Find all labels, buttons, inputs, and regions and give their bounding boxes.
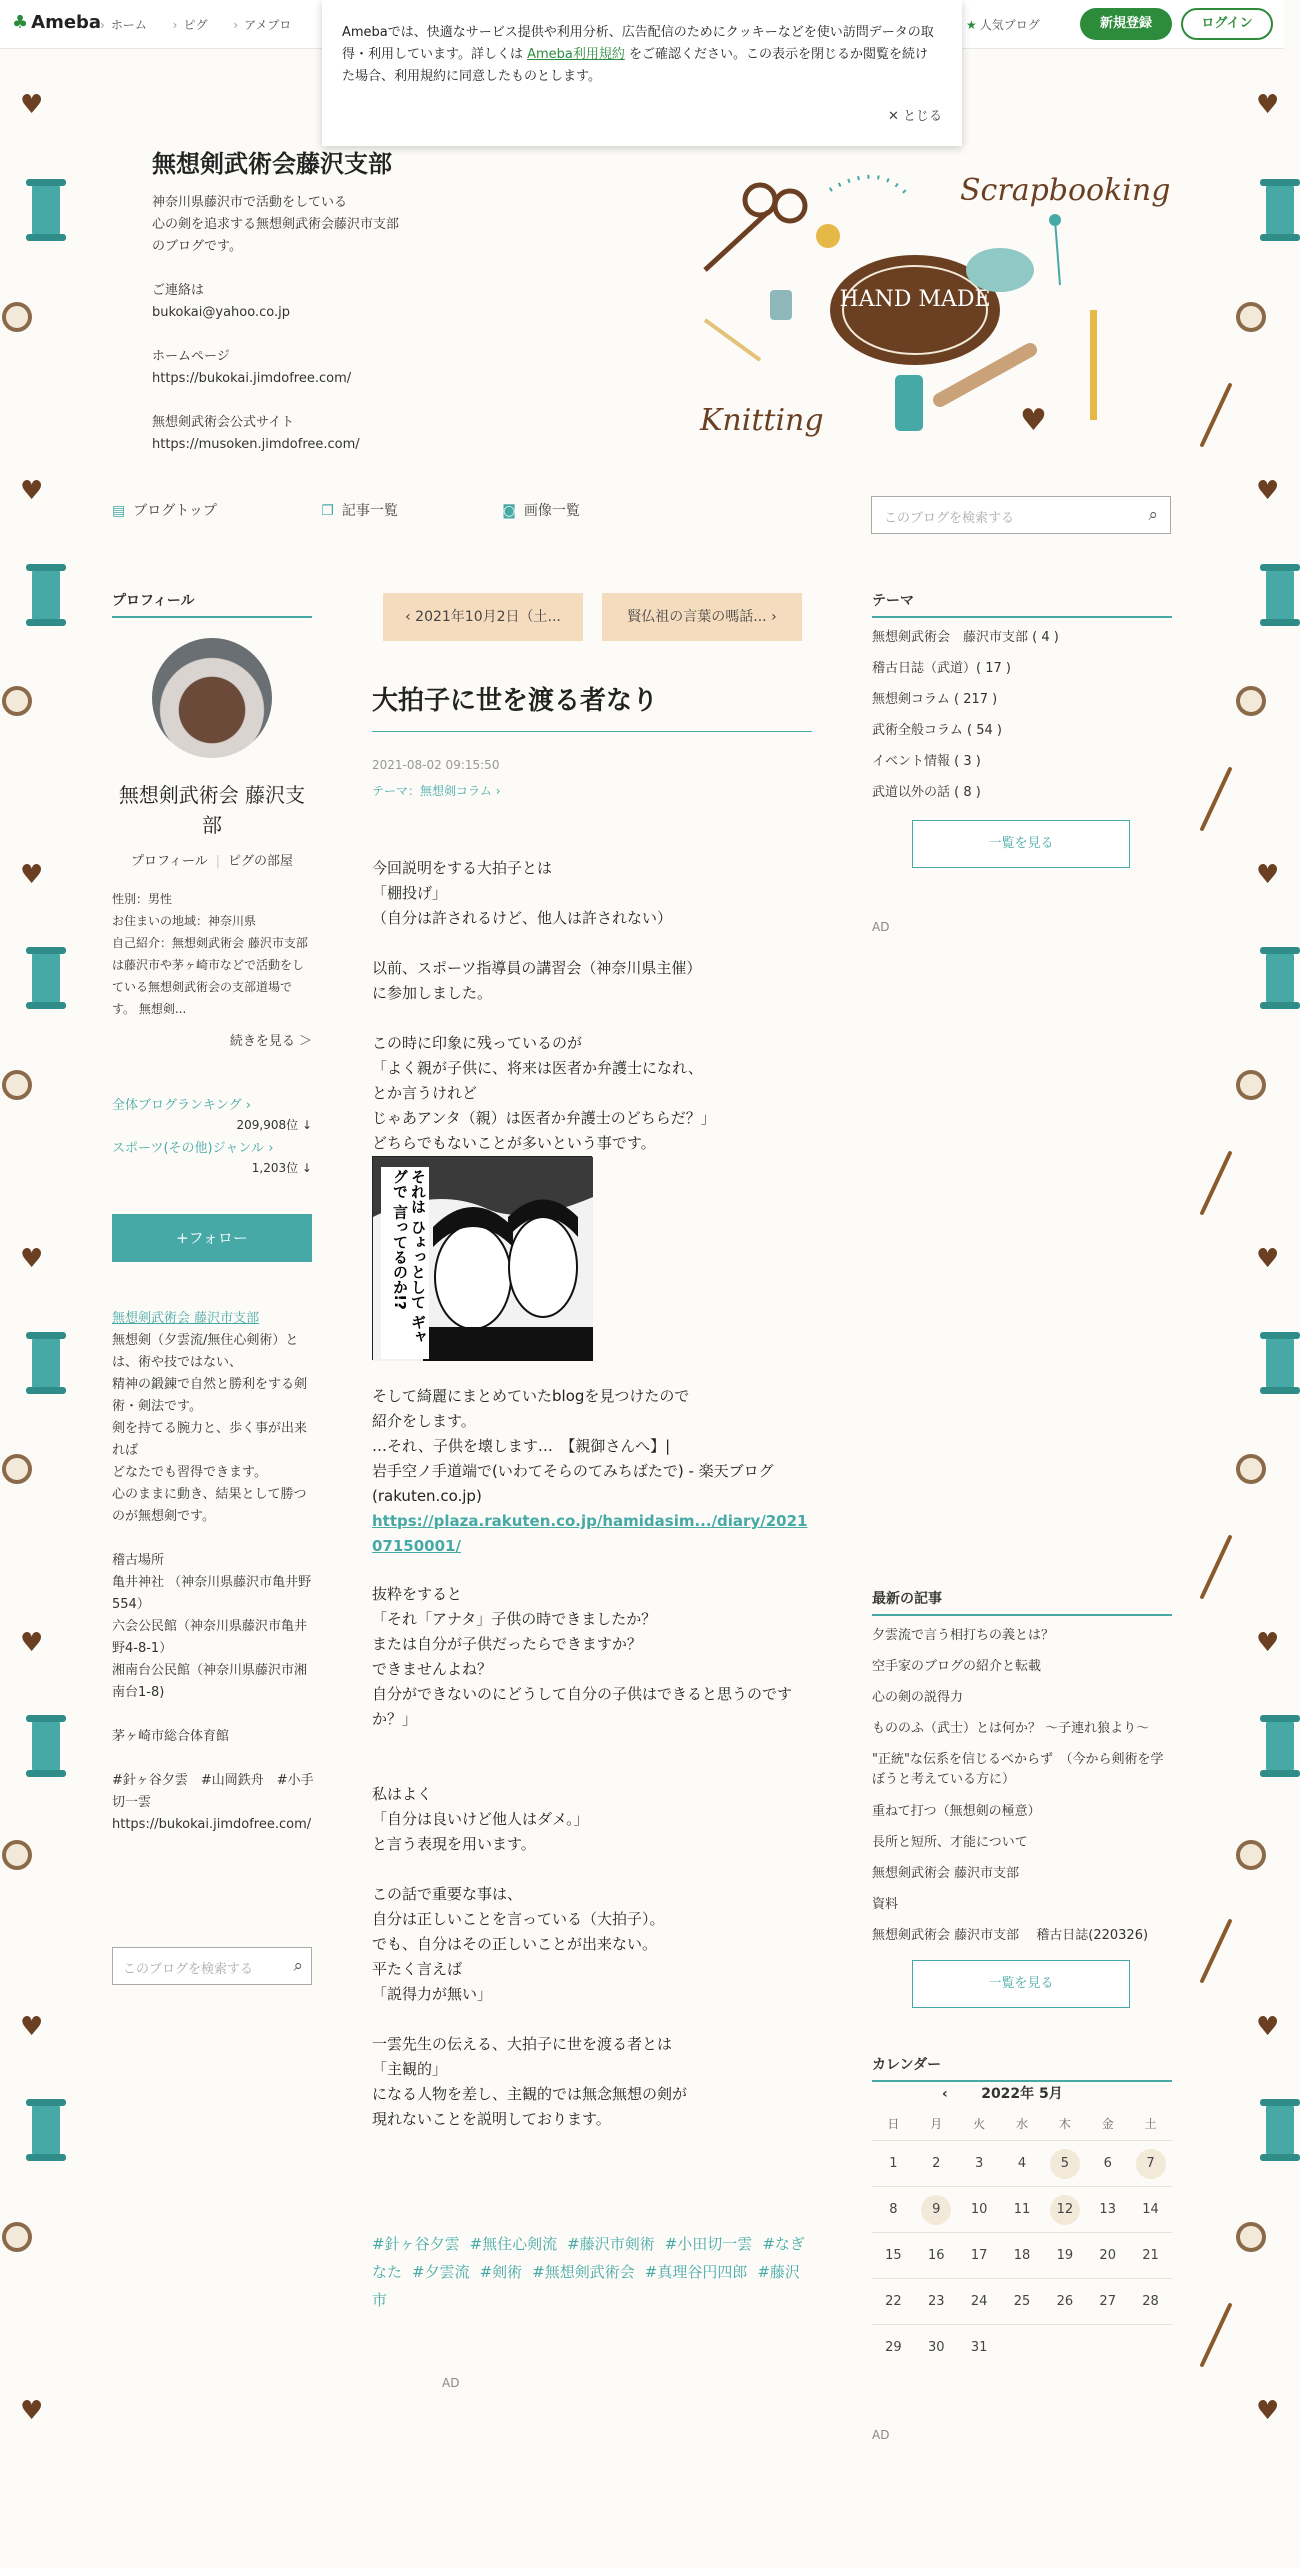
cookie-banner <box>322 0 962 146</box>
calendar-day-number: 4 <box>1017 2156 1027 2171</box>
calendar-grid <box>872 2108 1172 2370</box>
article-paragraph-3: 抜粋をすると 「それ「アナタ」子供の時できましたか？ または自分が子供だったらできますか？ できませんよね？ 自分ができないのにどうして自分の子供はできると思うのですか？」 私はよく 「自分は良いけど他人はダメ。」 と言う表現を用います。 この話で重要な事は、 自分は正しいことを言っている（大拍子）。 でも、自分はその正しいことが出来ない。 平たく言えば 「説得力が無い」 一雲先生の伝える、大拍子に世を渡る者とは 「主観的」 になる人物を差し、主観的では無念無想の剣が 現れないことを説明しております。 <box>372 1585 793 2128</box>
blog-title[interactable]: 無想剣武術会藤沢支部 <box>152 150 392 178</box>
button-icon <box>2 1070 32 1100</box>
heart-icon: ♥ <box>1256 1628 1280 1658</box>
hashtag[interactable]: #小田切一雲 <box>664 2235 753 2253</box>
copy-icon: ❐ <box>321 503 334 519</box>
cookie-close-button[interactable] <box>888 106 942 128</box>
ameba-logo[interactable] <box>12 12 101 33</box>
genre-ranking[interactable] <box>112 1137 312 1175</box>
nav-home[interactable]: › ホーム <box>100 18 147 32</box>
calendar-day <box>1129 2232 1172 2278</box>
calendar-weekday: 日 <box>887 2117 900 2131</box>
hashtag[interactable]: #夕雲流 <box>412 2263 470 2281</box>
chevron-right-icon: › <box>245 1098 251 1113</box>
scissors-icon <box>705 185 805 270</box>
calendar-day <box>1043 2232 1086 2278</box>
overall-ranking-text: 全体ブログランキング <box>112 1098 242 1113</box>
search-placeholder: このブログを検索する <box>123 1962 254 1977</box>
heart-icon: ♥ <box>20 1244 44 1274</box>
blog-top-label: ブログトップ <box>133 503 217 519</box>
calendar-weekday: 水 <box>1015 2117 1028 2131</box>
spool-icon <box>32 567 60 623</box>
prev-article-button[interactable] <box>383 593 583 641</box>
calendar-empty-cell <box>1043 2324 1086 2370</box>
hashtag[interactable]: #針ヶ谷夕雲 <box>372 2235 460 2253</box>
calendar-weekday: 月 <box>930 2117 943 2131</box>
ad-label: AD <box>872 2428 890 2442</box>
spool-icon <box>1266 1718 1294 1774</box>
blog-search-input[interactable] <box>871 496 1171 534</box>
heart-icon: ♥ <box>20 90 44 120</box>
article-date: 2021-08-02 09:15:50 <box>372 758 500 772</box>
calendar-day-number: 14 <box>1142 2202 1159 2217</box>
button-icon <box>2 686 32 716</box>
recent-heading: 最新の記事 <box>872 1588 1172 1616</box>
next-article-label: 賢仏祖の言葉の嗎話... <box>627 609 767 625</box>
needle-icon <box>1199 766 1232 831</box>
button-icon <box>2 1454 32 1484</box>
scrapbooking-text: Scrapbooking <box>960 173 1171 208</box>
side-profile-text <box>112 1308 317 1836</box>
global-nav-links <box>100 16 313 33</box>
needle-icon <box>1199 382 1232 447</box>
next-article-button[interactable] <box>602 593 802 641</box>
heart-icon: ♥ <box>1256 1244 1280 1274</box>
image-list-label: 画像一覧 <box>523 503 580 519</box>
calendar-day-number: 17 <box>970 2248 988 2263</box>
calendar-day <box>958 2324 1001 2370</box>
yarn-icon <box>966 248 1034 292</box>
theme-item[interactable]: 稽古日誌（武道）( 17 ) <box>872 661 1011 676</box>
theme-item[interactable]: 武術全般コラム ( 54 ) <box>872 723 1002 738</box>
calendar-day <box>958 2278 1001 2324</box>
calendar-day[interactable] <box>915 2186 958 2232</box>
recent-item[interactable]: 心の剣の説得力 <box>872 1690 964 1705</box>
login-button[interactable]: ログイン <box>1181 8 1273 40</box>
cookie-text-2: をご確認ください。この表示を閉じるか閲覧を続けた場合、利用規約に同意したものとします。 <box>342 47 929 84</box>
button-icon <box>816 224 840 248</box>
button-icon <box>2 2222 32 2252</box>
recent-item[interactable]: "正統"な伝系を信じるべからず （今から剣術を学ぼうと考えている方に） <box>872 1752 1164 1787</box>
hashtag[interactable]: #真理谷円四郎 <box>644 2263 748 2281</box>
calendar-day <box>1086 2278 1129 2324</box>
calendar-day <box>1043 2278 1086 2324</box>
hashtag[interactable]: #剣術 <box>479 2263 523 2281</box>
theme-heading: テーマ <box>872 590 1172 618</box>
button-icon <box>1236 302 1266 332</box>
recent-item[interactable]: 重ねて打つ（無想剣の極意） <box>872 1804 1041 1819</box>
thimble-icon <box>770 290 792 320</box>
calendar-day <box>915 2278 958 2324</box>
hashtag[interactable]: #なぎなた <box>372 2235 805 2281</box>
prev-article-label: 2021年10月2日（土... <box>415 609 561 625</box>
calendar-day <box>872 2232 915 2278</box>
heart-icon: ♥ <box>20 476 44 506</box>
chevron-left-icon: ‹ <box>405 609 416 625</box>
calendar-day <box>1001 2186 1044 2232</box>
calendar-weekday: 火 <box>973 2117 986 2131</box>
calendar-day <box>1001 2278 1044 2324</box>
popular-blog-link[interactable] <box>966 16 1040 33</box>
hashtag[interactable]: #藤沢市 <box>372 2263 800 2309</box>
search-icon[interactable]: ⌕ <box>1148 505 1158 525</box>
pencil-icon <box>1090 310 1097 420</box>
camera-icon: ◙ <box>502 503 516 519</box>
side-profile-link[interactable]: 無想剣武術会 藤沢市支部 <box>112 1311 260 1326</box>
calendar-empty-cell <box>1086 2324 1129 2370</box>
read-more-link[interactable]: 続きを見る ＞ <box>229 1034 312 1049</box>
theme-list <box>872 622 1172 808</box>
heart-icon: ♥ <box>1256 2012 1280 2042</box>
popular-blog-label: 人気ブログ <box>979 18 1040 32</box>
manga-image[interactable] <box>372 1156 592 1360</box>
beads-icon <box>830 177 910 198</box>
recent-item[interactable]: 無想剣武術会 藤沢市支部 稽古日誌(220326) <box>872 1928 1149 1943</box>
calendar-day <box>872 2140 915 2186</box>
calendar-day-number: 8 <box>889 2202 898 2217</box>
calendar-day-number: 6 <box>1103 2156 1112 2171</box>
calendar-month: 2022年 5月 <box>981 2086 1063 2102</box>
calendar-day-number: 22 <box>885 2294 902 2309</box>
chevron-right-icon: › <box>268 1141 274 1156</box>
calendar-day-number: 9 <box>921 2195 951 2225</box>
calendar-header <box>872 2080 1172 2108</box>
calendar-day-number: 11 <box>1013 2202 1031 2217</box>
calendar-day-number: 12 <box>1050 2195 1080 2225</box>
needle-icon <box>1199 1150 1232 1215</box>
calendar-day <box>915 2232 958 2278</box>
calendar-day-number: 24 <box>970 2294 988 2309</box>
calendar-day-number: 19 <box>1056 2248 1074 2263</box>
theme-view-all-button[interactable]: 一覧を見る <box>912 820 1130 868</box>
article-paragraph-1: 今回説明をする大拍子とは 「棚投げ」 （自分は許されるけど、他人は許されない） 以前、スポーツ指導員の講習会（神奈川県主催） に参加しました。 この時に印象に残っているのが 「よく親が子供に、将来は医者か弁護士になれ、 とか言うけれど じゃあアンタ（親）は医者か弁護士のどちらだ？」 どちらでもないことが多いという事です。 <box>372 859 716 1152</box>
pigg-room-link[interactable]: ピグの部屋 <box>228 854 294 869</box>
spool-icon <box>1266 182 1294 238</box>
manga-speech-text: それは ひょっとして ギャグで 言ってるのか!? <box>381 1167 429 1359</box>
button-icon <box>1236 686 1266 716</box>
entry-list-link[interactable] <box>321 503 448 519</box>
side-profile-body: 無想剣（夕雲流/無住心剣術）とは、術や技ではない、 精神の鍛錬で自然と勝利をする剣術・剣法です。 剣を持てる腕力と、歩く事が出来れば どなたでも習得できます。 心のままに動き、結果として勝つのが無想剣です。 稽古場所 亀井神社 （神奈川県藤沢市亀井野554） 六会公民館（神奈川県藤沢市亀井野4-8-1） 湘南台公民館（神奈川県藤沢市湘南台1-8) 茅ヶ崎市総合体育館 #針ヶ谷夕雲 #山岡鉄舟 #小手切一雲 https://bukokai.jimdofree.com/ <box>112 1333 314 1832</box>
nav-ameblo[interactable]: › アメブロ <box>233 18 291 32</box>
article-paragraph-2-text: そして綺麗にまとめていたblogを見つけたので 紹介をします。 …それ、子供を壊します… 【親御さんへ】| 岩手空ノ手道端で(いわてそらのてみちばたで) - 楽天ブログ (rakuten.co.jp) <box>372 1387 774 1505</box>
button-icon <box>2 1840 32 1870</box>
knitting-text: Knitting <box>700 403 824 438</box>
spool-icon <box>32 950 60 1006</box>
calendar-day <box>872 2278 915 2324</box>
button-icon <box>1236 1454 1266 1484</box>
heart-icon: ♥ <box>1020 403 1047 438</box>
chevron-right-icon: › <box>495 784 501 798</box>
overall-ranking[interactable] <box>112 1094 312 1132</box>
article-theme-label: テーマ：無想剣コラム <box>372 784 492 798</box>
image-list-link[interactable] <box>502 503 630 519</box>
calendar-empty-cell <box>1129 2324 1172 2370</box>
heart-icon: ♥ <box>1256 860 1280 890</box>
spool-icon <box>1266 950 1294 1006</box>
blog-description: 神奈川県藤沢市で活動をしている 心の剣を追求する無想剣武術会藤沢市支部 のブログです。 ご連絡は bukokai@yahoo.co.jp ホームページ https://bukokai.jimdofree.com/ 無想剣武術会公式サイト https://musoken.jimdofree.com/ <box>152 195 400 452</box>
close-icon: ✕ <box>887 109 903 124</box>
calendar-day <box>958 2140 1001 2186</box>
button-icon <box>1236 2222 1266 2252</box>
calendar-day-number: 15 <box>885 2248 902 2263</box>
recent-list <box>872 1620 1172 1951</box>
follow-button[interactable]: +フォロー <box>112 1214 312 1262</box>
calendar <box>872 2080 1172 2370</box>
spool-icon <box>32 2102 60 2158</box>
theme-item[interactable]: イベント情報 ( 3 ) <box>872 754 981 769</box>
close-label: とじる <box>902 109 942 124</box>
genre-ranking-label[interactable] <box>112 1141 273 1156</box>
calendar-day-number: 29 <box>885 2340 902 2355</box>
calendar-day <box>1001 2140 1044 2186</box>
terms-link[interactable]: Ameba利用規約 <box>527 47 625 62</box>
cookie-text: Amebaでは、快適なサービス提供や利用分析、広告配信のためにクッキーなどを使い訪問データの取得・利用しています。詳しくは <box>342 25 934 62</box>
calendar-day <box>1129 2186 1172 2232</box>
calendar-day-number: 10 <box>970 2202 988 2217</box>
calendar-day-number: 20 <box>1099 2248 1116 2263</box>
profile-name[interactable]: 無想剣武術会 藤沢支部 <box>118 783 306 837</box>
heart-icon: ♥ <box>1256 2396 1280 2426</box>
profile-links <box>112 850 312 869</box>
spool-icon <box>1266 2102 1294 2158</box>
calendar-day-number: 2 <box>932 2156 941 2171</box>
rakuten-blog-link[interactable]: https://plaza.rakuten.co.jp/hamidasim.../diary/202107150001/ <box>372 1512 808 1555</box>
calendar-weekday: 木 <box>1058 2117 1071 2131</box>
profile-heading: プロフィール <box>112 590 312 618</box>
signup-button[interactable]: 新規登録 <box>1080 8 1172 40</box>
recent-view-all-button[interactable]: 一覧を見る <box>912 1960 1130 2008</box>
spool-icon <box>895 375 923 431</box>
calendar-day-number: 30 <box>927 2340 945 2355</box>
theme-item[interactable]: 武道以外の話 ( 8 ) <box>872 785 981 800</box>
search-placeholder: このブログを検索する <box>884 511 1015 526</box>
needle-icon <box>1199 2302 1232 2367</box>
ameba-logo-icon: ♣ <box>12 12 29 33</box>
calendar-weekday: 金 <box>1101 2117 1114 2131</box>
spool-icon <box>1266 567 1294 623</box>
handmade-text: HAND MADE <box>839 287 991 312</box>
calendar-day <box>915 2324 958 2370</box>
heart-icon: ♥ <box>1256 90 1280 120</box>
chevron-left-icon[interactable]: ‹ <box>942 2086 948 2102</box>
heart-icon: ♥ <box>20 860 44 890</box>
heart-icon: ♥ <box>20 1628 44 1658</box>
calendar-day <box>872 2324 915 2370</box>
sidebar-search-input[interactable] <box>112 1947 312 1985</box>
overall-ranking-label[interactable] <box>112 1098 251 1113</box>
heart-icon: ♥ <box>20 2396 44 2426</box>
recent-item[interactable]: もののふ（武士）とは何か？ ～子連れ狼より～ <box>872 1721 1150 1736</box>
nav-pigg[interactable]: › ピグ <box>173 18 208 32</box>
logo-text: Ameba <box>31 12 102 33</box>
needle-icon <box>1199 1534 1232 1599</box>
calendar-day <box>1129 2278 1172 2324</box>
calendar-day-number: 13 <box>1099 2202 1116 2217</box>
heart-icon: ♥ <box>20 2012 44 2042</box>
recent-item[interactable]: 無想剣武術会 藤沢市支部 <box>872 1866 1020 1881</box>
calendar-day <box>1001 2232 1044 2278</box>
spool-icon <box>32 1335 60 1391</box>
profile-detail: 性別：男性 お住まいの地域：神奈川県 自己紹介：無想剣武術会 藤沢市支部は藤沢市や茅ヶ崎市などで活動をしている無想剣武術会の支部道場です。 無想剣... <box>112 892 308 1016</box>
article-paragraph-2 <box>372 1384 812 1559</box>
calendar-day <box>958 2232 1001 2278</box>
calendar-day-number: 21 <box>1142 2248 1159 2263</box>
entry-list-label: 記事一覧 <box>341 503 398 519</box>
button-icon <box>1236 1840 1266 1870</box>
calendar-day-number: 18 <box>1013 2248 1031 2263</box>
ad-label: AD <box>872 920 890 934</box>
calendar-weekday: 土 <box>1144 2117 1157 2131</box>
calendar-day[interactable] <box>1043 2140 1086 2186</box>
ruler-icon <box>705 320 760 360</box>
chevron-right-icon: › <box>766 609 777 625</box>
spool-icon <box>1266 1335 1294 1391</box>
hashtag-list <box>372 2230 812 2314</box>
search-icon[interactable]: ⌕ <box>293 1956 303 1976</box>
article-theme-link[interactable] <box>372 782 501 799</box>
calendar-day-number: 28 <box>1142 2294 1159 2309</box>
divider: | <box>215 854 221 869</box>
recent-item[interactable]: 空手家のブログの紹介と転載 <box>872 1659 1042 1674</box>
calendar-day[interactable] <box>1129 2140 1172 2186</box>
genre-ranking-text: スポーツ(その他)ジャンル <box>112 1141 265 1156</box>
button-icon <box>2 302 32 332</box>
genre-ranking-value: 1,203位 ↓ <box>251 1161 312 1175</box>
calendar-day <box>958 2186 1001 2232</box>
heart-icon: ♥ <box>1256 476 1280 506</box>
calendar-day-number: 26 <box>1056 2294 1074 2309</box>
recent-item[interactable]: 長所と短所、才能について <box>872 1835 1028 1850</box>
calendar-day-number: 25 <box>1013 2294 1031 2309</box>
blog-top-link[interactable] <box>112 503 267 519</box>
theme-item[interactable]: 無想剣武術会 藤沢市支部 ( 4 ) <box>872 630 1059 645</box>
hashtag[interactable]: #無想剣武術会 <box>532 2263 635 2281</box>
calendar-day-number: 3 <box>974 2156 984 2171</box>
calendar-day <box>1086 2140 1129 2186</box>
hashtag[interactable]: #無住心剣流 <box>469 2235 558 2253</box>
spool-icon <box>32 182 60 238</box>
article-title: 大拍子に世を渡る者なり <box>372 680 812 732</box>
calendar-day <box>872 2186 915 2232</box>
calendar-day-number: 5 <box>1050 2149 1080 2179</box>
calendar-day <box>915 2140 958 2186</box>
button-icon <box>1236 1070 1266 1100</box>
hashtag[interactable]: #藤沢市剣術 <box>567 2235 655 2253</box>
recent-item[interactable]: 夕雲流で言う相打ちの義とは？ <box>872 1628 1055 1643</box>
calendar-heading: カレンダー <box>872 2054 1172 2082</box>
ad-label: AD <box>442 2376 460 2390</box>
crown-icon: ★ <box>966 18 977 32</box>
theme-item[interactable]: 無想剣コラム ( 217 ) <box>872 692 998 707</box>
spool-icon <box>32 1718 60 1774</box>
calendar-day-number: 7 <box>1136 2149 1166 2179</box>
needle-icon <box>1199 1918 1232 1983</box>
calendar-day-number: 27 <box>1099 2294 1116 2309</box>
calendar-day-number: 1 <box>889 2156 898 2171</box>
calendar-empty-cell <box>1001 2324 1044 2370</box>
profile-link[interactable]: プロフィール <box>130 854 208 869</box>
calendar-day-number: 31 <box>970 2340 988 2355</box>
calendar-day <box>1086 2232 1129 2278</box>
document-icon: ▤ <box>112 503 126 519</box>
calendar-day-number: 16 <box>927 2248 945 2263</box>
calendar-day[interactable] <box>1043 2186 1086 2232</box>
calendar-day-number: 23 <box>927 2294 945 2309</box>
avatar[interactable] <box>152 638 272 758</box>
handmade-illustration <box>700 150 1171 470</box>
recent-item[interactable]: 資料 <box>872 1897 899 1912</box>
overall-ranking-value: 209,908位 ↓ <box>236 1118 312 1132</box>
blog-nav <box>112 500 680 520</box>
calendar-day <box>1086 2186 1129 2232</box>
